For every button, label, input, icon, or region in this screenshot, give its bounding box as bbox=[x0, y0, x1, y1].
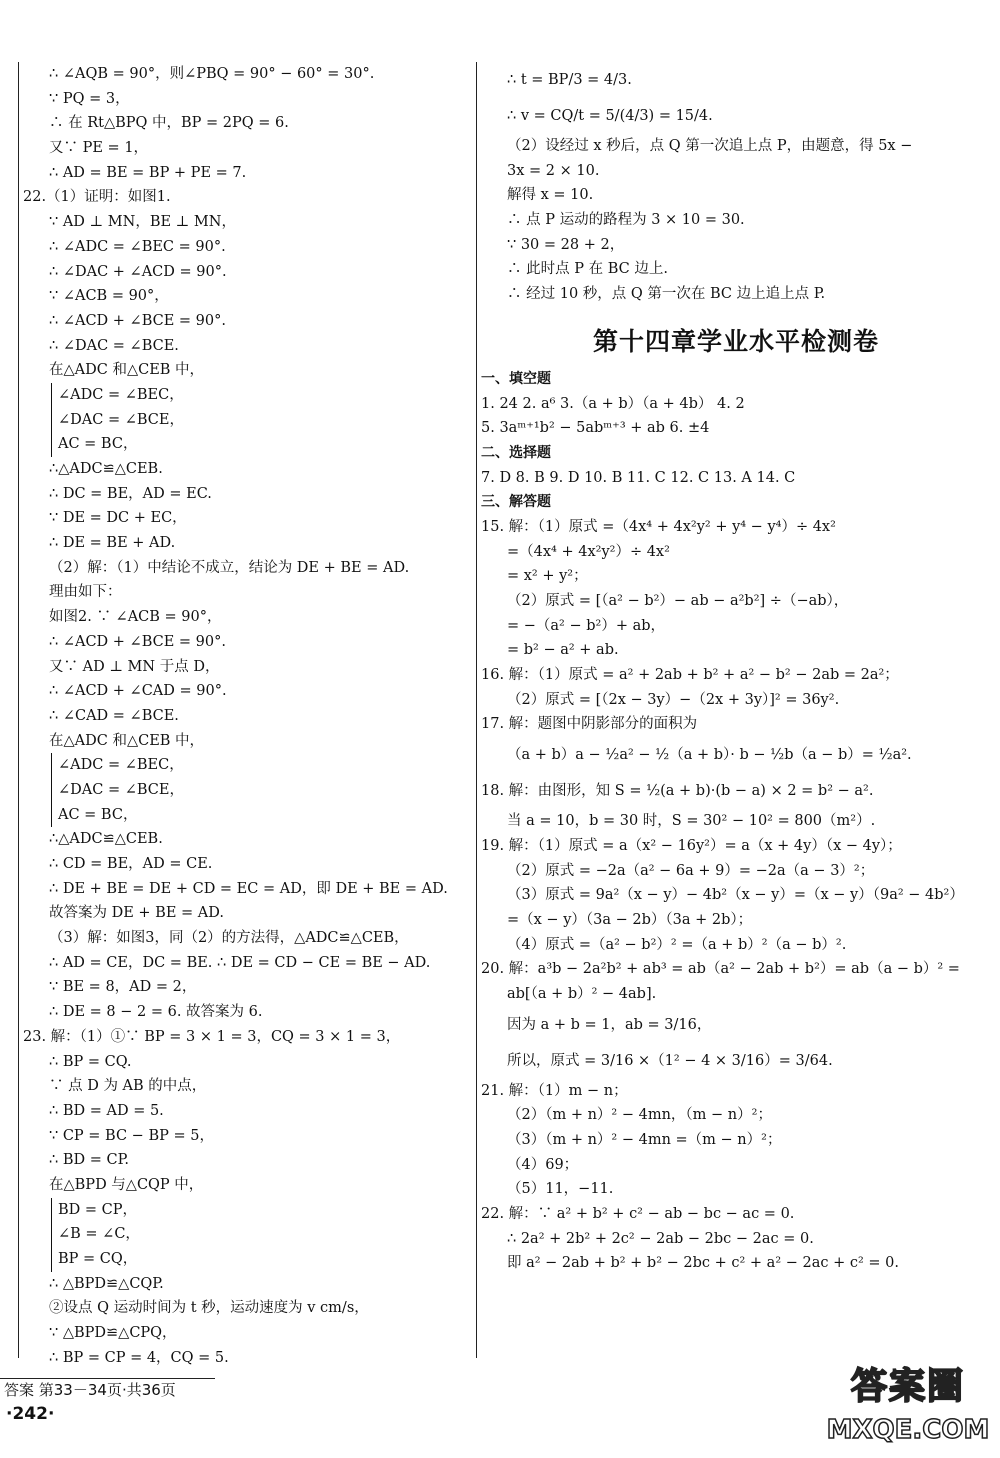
text-line: （2）原式 = [（a² − b²）− ab − a²b²] ÷（−ab）， bbox=[507, 593, 849, 609]
text-line: ∴ AD = CE，DC = BE. ∴ DE = CD − CE = BE − AD. bbox=[49, 954, 431, 971]
text-line: ∴△ADC≌△CEB. bbox=[49, 831, 163, 848]
text-line: （2）解：（1）中结论不成立，结论为 DE + BE = AD. bbox=[49, 559, 410, 576]
text-line: 20. 解：a³b − 2a²b² + ab³ = ab（a² − 2ab + b²）= ab（a − b）² = bbox=[481, 961, 960, 978]
page-footer bbox=[0, 1378, 215, 1427]
text-line: ∴ 经过 10 秒，点 Q 第一次在 BC 边上追上点 P. bbox=[507, 286, 826, 303]
brace-line: AC = BC， bbox=[51, 432, 451, 457]
text-line: 18. 解：由图形，知 S = ½(a + b)·(b − a) × 2 = b² − a². bbox=[481, 783, 874, 800]
chapter-title: 第十四章学业水平检测卷 bbox=[592, 326, 879, 356]
site-watermark-logo bbox=[820, 1362, 996, 1454]
text-line: ∵ 点 D 为 AB 的中点， bbox=[49, 1078, 207, 1095]
text-line: 在△BPD 与△CQP 中， bbox=[49, 1176, 204, 1193]
text-line: （a + b）a − ½a² − ½（a + b）· b − ½b（a − b）= ½a². bbox=[507, 747, 912, 764]
text-line: （3）（m + n）² − 4mn =（m − n）²； bbox=[507, 1132, 782, 1148]
text-line: （3）解：如图3，同（2）的方法得，△ADC≌△CEB， bbox=[49, 930, 409, 947]
text-line: =（4x⁴ + 4x²y²）÷ 4x² bbox=[507, 543, 670, 560]
text-line: ∴ BP = CQ. bbox=[49, 1053, 132, 1070]
text-line: （3）原式 = 9a²（x − y）− 4b²（x − y）=（x − y）（9a² − 4b²） bbox=[507, 887, 964, 904]
text-line: ∴ 点 P 运动的路程为 3 × 10 = 30. bbox=[507, 212, 745, 229]
page-number: ·242· bbox=[6, 1404, 55, 1424]
section-heading: 一、填空题 bbox=[481, 370, 551, 387]
text-line: =（x − y）（3a − 2b）（3a + 2b）； bbox=[507, 911, 753, 928]
text-line: ∴ t = BP/3 = 4/3. bbox=[507, 72, 632, 88]
text-line: ∴ ∠DAC = ∠BCE. bbox=[49, 337, 179, 354]
text-line: = b² − a² + ab. bbox=[507, 642, 619, 659]
brace-line: ∠DAC = ∠BCE， bbox=[51, 778, 451, 803]
brace-line: BP = CQ， bbox=[51, 1247, 451, 1272]
text-line: 因为 a + b = 1，ab = 3/16， bbox=[507, 1016, 712, 1033]
text-line: 在△ADC 和△CEB 中， bbox=[49, 732, 205, 749]
text-line: ∵ ∠ACB = 90°， bbox=[49, 288, 169, 305]
text-line: ∴ ∠ADC = ∠BEC = 90°. bbox=[49, 238, 226, 255]
text-line: = −（a² − b²）+ ab， bbox=[507, 617, 666, 634]
text-line: ∴ AD = BE = BP + PE = 7. bbox=[49, 164, 247, 181]
text-line: ∵ DE = DC + EC， bbox=[49, 510, 187, 527]
text-line: 故答案为 DE + BE = AD. bbox=[49, 905, 224, 922]
text-line: 3x = 2 × 10. bbox=[507, 162, 600, 179]
text-line: 17. 解：题图中阴影部分的面积为 bbox=[481, 716, 698, 733]
text-line: （2）（m + n）² − 4mn，（m − n）²； bbox=[507, 1107, 772, 1124]
answer-line: 1. 24 2. a⁶ 3.（a + b）（a + 4b） 4. 2 bbox=[481, 395, 745, 412]
text-line: ∴ ∠CAD = ∠BCE. bbox=[49, 707, 179, 724]
answer-line: 5. 3aᵐ⁺¹b² − 5abᵐ⁺³ + ab 6. ±4 bbox=[481, 420, 710, 437]
text-line: （2）设经过 x 秒后，点 Q 第一次追上点 P，由题意，得 5x − bbox=[507, 138, 913, 154]
text-line: （2）原式 = −2a（a² − 6a + 9）= −2a（a − 3）²； bbox=[507, 862, 875, 879]
text-line: 又∵ AD ⊥ MN 于点 D， bbox=[49, 658, 220, 675]
text-line: （2）原式 = [（2x − 3y）−（2x + 3y）]² = 36y². bbox=[507, 691, 840, 708]
text-line: ∴ BP = CP = 4，CQ = 5. bbox=[49, 1349, 229, 1366]
text-line: 所以，原式 = 3/16 ×（1² − 4 × 3/16）= 3/64. bbox=[507, 1052, 833, 1069]
text-line: 理由如下： bbox=[49, 584, 122, 601]
question-23-heading: 23. 解：（1）①∵ BP = 3 × 1 = 3，CQ = 3 × 1 = 3， bbox=[23, 1028, 401, 1045]
text-line: 22. 解：∵ a² + b² + c² − ab − bc − ac = 0. bbox=[481, 1206, 795, 1223]
text-line: ∴ ∠ACD + ∠BCE = 90°. bbox=[49, 312, 226, 329]
brace-line: ∠ADC = ∠BEC， bbox=[51, 383, 451, 408]
text-line: ②设点 Q 运动时间为 t 秒，运动速度为 v cm/s， bbox=[49, 1300, 369, 1317]
section-heading: 三、解答题 bbox=[481, 494, 551, 511]
text-line: 如图2. ∵ ∠ACB = 90°， bbox=[49, 609, 222, 626]
right-column bbox=[476, 62, 991, 1358]
text-line: （4）69； bbox=[507, 1156, 579, 1173]
section-heading: 二、选择题 bbox=[481, 444, 551, 461]
text-line: ∵ PQ = 3， bbox=[49, 90, 130, 107]
text-line: ∴ ∠AQB = 90°，则∠PBQ = 90° − 60° = 30°. bbox=[49, 66, 375, 82]
text-line: 19. 解：（1）原式 = a（x² − 16y²）= a（x + 4y）（x − 4y）； bbox=[481, 837, 902, 854]
brace-line: AC = BC， bbox=[51, 803, 451, 828]
text-line: ∴ BD = CP. bbox=[49, 1152, 130, 1169]
text-line: ∴ DE = 8 − 2 = 6. 故答案为 6. bbox=[49, 1004, 263, 1021]
text-line: （4）原式 =（a² − b²）² =（a + b）²（a − b）². bbox=[507, 936, 847, 953]
text-line: 当 a = 10，b = 30 时，S = 30² − 10² = 800（m²）. bbox=[507, 813, 876, 830]
text-line: ∴ BD = AD = 5. bbox=[49, 1102, 164, 1119]
text-line: ∴ v = CQ/t = 5/(4/3) = 15/4. bbox=[507, 108, 713, 124]
watermark-top-text: 答案圈 bbox=[850, 1366, 965, 1407]
text-line: ∵ CP = BC − BP = 5， bbox=[49, 1127, 214, 1144]
text-line: ab[（a + b）² − 4ab]. bbox=[507, 985, 657, 1002]
watermark-bottom-text: MXQE.COM bbox=[826, 1415, 990, 1445]
text-line: ∴ ∠DAC + ∠ACD = 90°. bbox=[49, 263, 227, 280]
text-line: ∵ AD ⊥ MN，BE ⊥ MN， bbox=[49, 214, 236, 231]
text-line: 在△ADC 和△CEB 中， bbox=[49, 362, 205, 379]
brace-line: ∠B = ∠C， bbox=[51, 1222, 451, 1247]
text-line: = x² + y²； bbox=[507, 568, 588, 585]
text-line: ∴ 在 Rt△BPQ 中，BP = 2PQ = 6. bbox=[49, 115, 289, 132]
text-line: ∵ △BPD≌△CPQ， bbox=[49, 1325, 177, 1342]
text-line: 解得 x = 10. bbox=[507, 187, 594, 204]
text-line: ∴ 2a² + 2b² + 2c² − 2ab − 2bc − 2ac = 0. bbox=[507, 1230, 814, 1247]
brace-line: ∠ADC = ∠BEC， bbox=[51, 753, 451, 778]
text-line: 21. 解：（1）m − n； bbox=[481, 1082, 628, 1099]
text-line: 16. 解：（1）原式 = a² + 2ab + b² + a² − b² − 2ab = 2a²； bbox=[481, 667, 899, 684]
text-line: ∴ DE + BE = DE + CD = EC = AD，即 DE + BE = AD. bbox=[49, 880, 448, 897]
text-line: ∴ ∠ACD + ∠BCE = 90°. bbox=[49, 633, 226, 650]
text-line: ∵ BE = 8，AD = 2， bbox=[49, 979, 197, 996]
text-line: ∴ △BPD≌△CQP. bbox=[49, 1275, 164, 1292]
page-info: 答案 第33－34页·共36页 bbox=[4, 1381, 176, 1399]
text-line: ∵ 30 = 28 + 2， bbox=[507, 236, 625, 253]
text-line: ∴△ADC≌△CEB. bbox=[49, 461, 163, 477]
text-line: ∴ DC = BE，AD = EC. bbox=[49, 485, 212, 502]
text-line: 15. 解：（1）原式 =（4x⁴ + 4x²y² + y⁴ − y⁴）÷ 4x² bbox=[481, 518, 836, 535]
text-line: （5）11，−11. bbox=[507, 1181, 614, 1198]
text-line: ∴ DE = BE + AD. bbox=[49, 535, 176, 552]
text-line: ∴ ∠ACD + ∠CAD = 90°. bbox=[49, 683, 227, 700]
brace-line: ∠DAC = ∠BCE， bbox=[51, 408, 451, 433]
text-line: ∴ CD = BE，AD = CE. bbox=[49, 856, 213, 872]
brace-line: BD = CP， bbox=[51, 1198, 451, 1223]
text-line: 即 a² − 2ab + b² + b² − 2bc + c² + a² − 2ac + c² = 0. bbox=[507, 1255, 899, 1272]
text-line: 又∵ PE = 1， bbox=[49, 140, 149, 157]
question-22-heading: 22.（1）证明：如图1. bbox=[23, 189, 171, 206]
text-line: ∴ 此时点 P 在 BC 边上. bbox=[507, 261, 668, 278]
answer-line: 7. D 8. B 9. D 10. B 11. C 12. C 13. A 14. C bbox=[481, 469, 796, 486]
left-column bbox=[18, 62, 451, 1366]
